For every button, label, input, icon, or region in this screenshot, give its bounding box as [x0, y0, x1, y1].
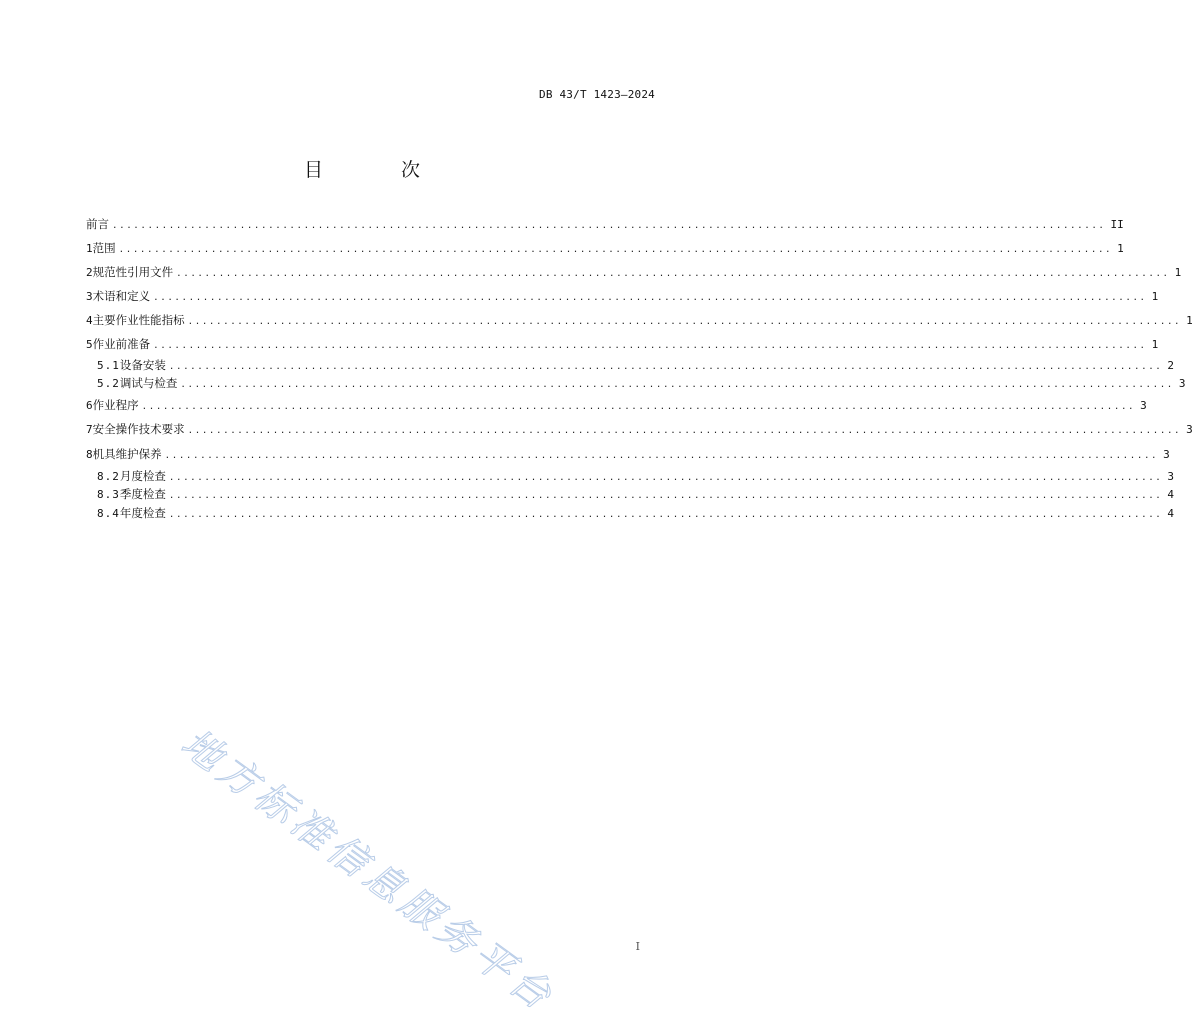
toc-entry[interactable]: [86, 336, 1159, 354]
toc-entry[interactable]: [86, 216, 1124, 234]
toc-entry-label: 调试与检查: [119, 376, 178, 390]
toc-entry-label: 前言: [86, 217, 109, 231]
toc-entry-page: II: [1110, 218, 1124, 231]
toc-entry[interactable]: [86, 288, 1159, 306]
toc-leader-dots: ............................................................................................................................................: [188, 314, 1183, 327]
toc-entry-page: 2: [1167, 359, 1175, 372]
toc-entry-number: 8: [86, 448, 93, 461]
toc-entry[interactable]: [97, 486, 1175, 504]
toc-entry-label: 范围: [92, 241, 116, 255]
toc-leader-dots: ............................................................................................................................................: [154, 290, 1148, 303]
toc-entry-number: 5: [86, 338, 93, 351]
toc-entry-label: 机具维护保养: [92, 447, 162, 461]
toc-leader-dots: ............................................................................................................................................: [119, 242, 1114, 255]
toc-leader-dots: ............................................................................................................................................: [169, 359, 1164, 372]
toc-leader-dots: ............................................................................................................................................: [165, 448, 1160, 461]
toc-entry[interactable]: [86, 312, 1193, 330]
toc-entry-label: 年度检查: [119, 506, 166, 520]
toc-entry-label: 作业前准备: [92, 337, 151, 351]
page-number: I: [635, 940, 640, 953]
toc-leader-dots: ............................................................................................................................................: [169, 488, 1164, 501]
toc-entry-page: 3: [1163, 448, 1170, 461]
toc-entry[interactable]: [86, 446, 1170, 464]
toc-entry-label: 设备安装: [119, 358, 166, 372]
toc-entry-label: 术语和定义: [92, 289, 151, 303]
toc-entry[interactable]: [97, 375, 1186, 393]
toc-entry-page: 4: [1167, 488, 1175, 501]
toc-leader-dots: ............................................................................................................................................: [181, 377, 1175, 390]
toc-entry-number: 5.1: [97, 359, 120, 372]
toc-entry[interactable]: [97, 357, 1175, 375]
toc-leader-dots: ............................................................................................................................................: [169, 470, 1164, 483]
toc-entry-label: 主要作业性能指标: [92, 313, 185, 327]
toc-entry-label: 规范性引用文件: [92, 265, 174, 279]
toc-entry-page: 4: [1167, 507, 1175, 520]
toc-leader-dots: ............................................................................................................................................: [188, 423, 1183, 436]
toc-entry-number: 7: [86, 423, 93, 436]
toc-entry-page: 1: [1174, 266, 1182, 279]
toc-entry-page: 1: [1151, 338, 1159, 351]
toc-entry-page: 1: [1151, 290, 1159, 303]
toc-entry-page: 3: [1178, 377, 1186, 390]
toc-entry-page: 3: [1186, 423, 1193, 436]
toc-leader-dots: ............................................................................................................................................: [169, 507, 1164, 520]
toc-entry[interactable]: [86, 421, 1193, 439]
toc-leader-dots: ............................................................................................................................................: [113, 218, 1107, 231]
watermark: 地方标准信息服务平台: [172, 720, 564, 1022]
toc-entry-number: 3: [86, 290, 93, 303]
toc-leader-dots: ............................................................................................................................................: [177, 266, 1171, 279]
toc-entry-label: 月度检查: [119, 469, 166, 483]
toc-title: 目 次: [303, 159, 457, 181]
toc-entry-number: 1: [86, 242, 93, 255]
toc-entry-label: 安全操作技术要求: [92, 422, 185, 436]
toc-entry-label: 季度检查: [119, 487, 166, 501]
toc-leader-dots: ............................................................................................................................................: [142, 399, 1137, 412]
toc-entry-label: 作业程序: [92, 398, 139, 412]
toc-entry-page: 3: [1140, 399, 1147, 412]
toc-entry-page: 3: [1167, 470, 1175, 483]
toc-entry[interactable]: [86, 264, 1182, 282]
toc-entry-number: 2: [86, 266, 93, 279]
toc-entry-number: 4: [86, 314, 93, 327]
toc-entry[interactable]: [97, 468, 1175, 486]
toc-entry[interactable]: [86, 397, 1147, 415]
toc-entry-number: 8.3: [97, 488, 120, 501]
toc-entry[interactable]: [97, 505, 1175, 523]
toc-entry-number: 6: [86, 399, 93, 412]
toc-entry-number: 8.2: [97, 470, 120, 483]
toc-entry-number: 8.4: [97, 507, 120, 520]
toc-entry-page: 1: [1186, 314, 1193, 327]
toc-entry-page: 1: [1117, 242, 1124, 255]
toc-leader-dots: ............................................................................................................................................: [154, 338, 1148, 351]
document-code: DB 43/T 1423—2024: [539, 88, 655, 101]
toc-entry-number: 5.2: [97, 377, 120, 390]
toc-entry[interactable]: [86, 240, 1124, 258]
